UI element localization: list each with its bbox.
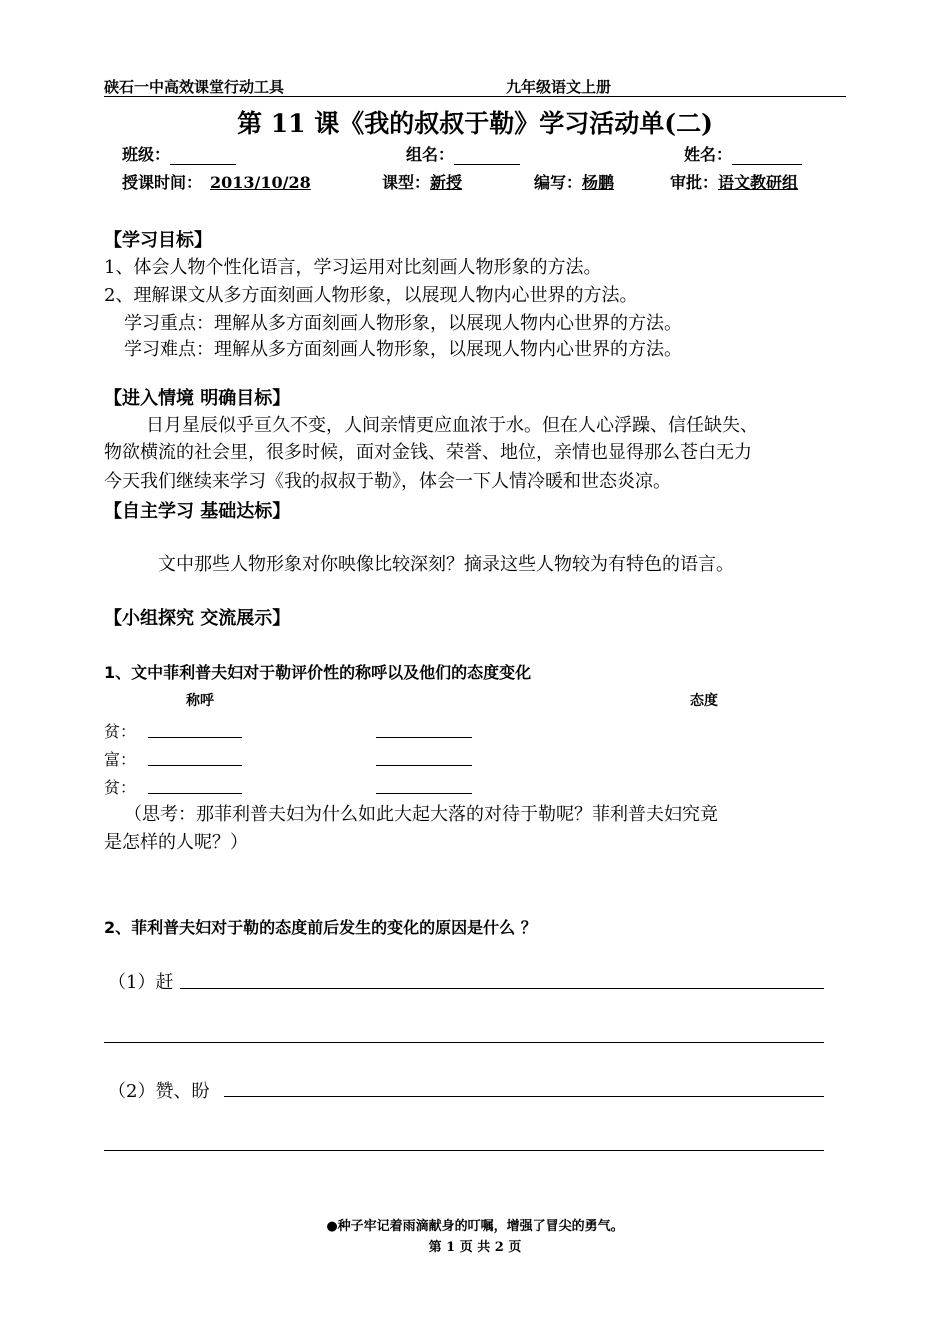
review-value: 语文教研组 (718, 173, 799, 192)
goal-item-1: 1、体会人物个性化语言，学习运用对比刻画人物形象的方法。 (104, 257, 602, 278)
question-1: 1、文中菲利普夫妇对于勒评价性的称呼以及他们的态度变化 (104, 663, 532, 682)
group-label: 组名： (406, 145, 455, 164)
address-blank-3[interactable] (148, 793, 242, 794)
answer-2-line[interactable] (224, 1096, 824, 1097)
answer-1-line-2[interactable] (104, 1042, 824, 1043)
name-field (684, 142, 802, 165)
goal-item-2: 2、理解课文从多方面刻画人物形象，以展现人物内心世界的方法。 (104, 285, 638, 306)
row-label-rich: 富： (104, 750, 137, 769)
attitude-blank-1[interactable] (376, 737, 472, 738)
goals-heading: 【学习目标】 (104, 230, 212, 251)
header-rule (104, 96, 846, 97)
time-label: 授课时间： (122, 173, 203, 192)
header-left: 硖石一中高效课堂行动工具 (104, 78, 285, 96)
page-number: 第 1 页 共 2 页 (428, 1240, 522, 1255)
answer-1-label: （1）赶 (108, 972, 174, 993)
answer-2-line-2[interactable] (104, 1150, 824, 1151)
author-field (534, 170, 614, 193)
type-label: 课型： (382, 173, 431, 192)
address-blank-2[interactable] (148, 765, 242, 766)
class-field (122, 142, 236, 165)
review-field (670, 170, 798, 193)
question-2: 2、菲利普夫妇对于勒的态度前后发生的变化的原因是什么 ？ (104, 918, 537, 937)
author-value: 杨鹏 (582, 173, 615, 192)
intro-line-1: 日月星辰似乎亘久不变，人间亲情更应血浓于水。但在人心浮躁、信任缺失、 (146, 415, 758, 436)
address-blank-1[interactable] (148, 737, 242, 738)
row-label-poor-1: 贫： (104, 722, 137, 741)
column-attitude: 态度 (690, 693, 718, 709)
class-label: 班级： (122, 145, 171, 164)
time-value: 2013/10/28 (210, 173, 311, 192)
time-field (122, 170, 315, 193)
think-line-2: 是怎样的人呢？） (104, 832, 248, 853)
difficulty-point: 学习难点：理解从多方面刻画人物形象，以展现人物内心世界的方法。 (124, 339, 682, 360)
group-field (406, 142, 520, 165)
intro-heading: 【进入情境 明确目标】 (104, 388, 291, 409)
answer-2-label: （2）赞、盼 (108, 1081, 210, 1102)
review-label: 审批： (670, 173, 719, 192)
footer-motto: ●种子牢记着雨滴献身的叮嘱，增强了冒尖的勇气。 (326, 1219, 624, 1234)
author-label: 编写： (534, 173, 583, 192)
column-address: 称呼 (186, 693, 214, 709)
attitude-blank-3[interactable] (376, 793, 472, 794)
group-blank[interactable] (454, 146, 520, 165)
attitude-blank-2[interactable] (376, 765, 472, 766)
intro-line-3: 今天我们继续来学习《我的叔叔于勒》，体会一下人情冷暖和世态炎凉。 (104, 471, 671, 492)
group-study-heading: 【小组探究 交流展示】 (104, 608, 291, 629)
self-study-heading: 【自主学习 基础达标】 (104, 501, 291, 522)
name-blank[interactable] (732, 146, 802, 165)
header-right: 九年级语文上册 (506, 78, 612, 96)
name-label: 姓名： (684, 145, 733, 164)
think-line-1: （思考：那菲利普夫妇为什么如此大起大落的对待于勒呢？菲利普夫妇究竟 (124, 804, 718, 825)
page-title: 第 11 课《我的叔叔于勒》学习活动单(二) (237, 109, 713, 138)
key-point: 学习重点：理解从多方面刻画人物形象，以展现人物内心世界的方法。 (124, 313, 682, 334)
intro-line-2: 物欲横流的社会里，很多时候，面对金钱、荣誉、地位，亲情也显得那么苍白无力 (104, 442, 752, 463)
self-study-prompt: 文中那些人物形象对你映像比较深刻？摘录这些人物较为有特色的语言。 (158, 554, 734, 575)
row-label-poor-2: 贫： (104, 778, 137, 797)
type-field (382, 170, 468, 193)
type-value: 新授 (430, 173, 463, 192)
class-blank[interactable] (170, 146, 236, 165)
answer-1-line[interactable] (180, 988, 824, 989)
